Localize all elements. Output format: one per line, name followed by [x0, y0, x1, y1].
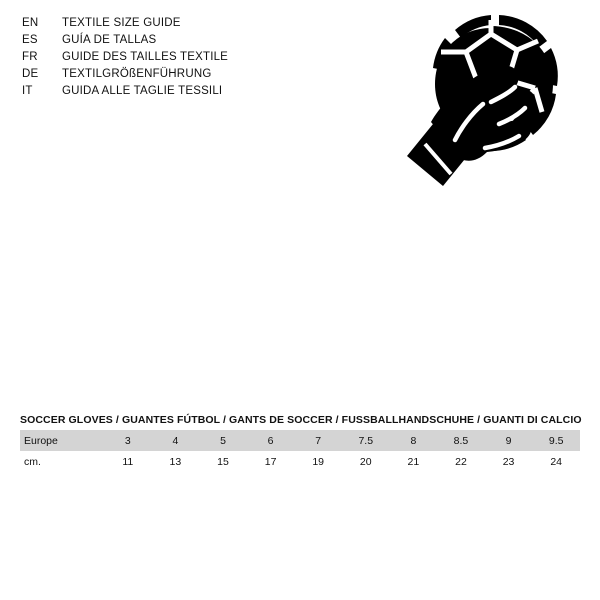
size-table-section [20, 414, 580, 472]
legend-code-en: EN [22, 17, 39, 29]
cell-europe-9: 9.5 [532, 430, 580, 451]
cell-europe-3: 6 [247, 430, 295, 451]
cell-cm-0: 11 [122, 455, 134, 468]
soccer-glove-and-ball-icon [395, 8, 585, 193]
cell-europe-1: 4 [152, 430, 200, 451]
cell-cm-3: 17 [264, 455, 277, 468]
cell-cm-1: 13 [169, 455, 182, 468]
legend-code-it: IT [22, 85, 33, 97]
cell-cm-7: 22 [455, 455, 467, 468]
cell-europe-8: 9 [485, 430, 533, 451]
cell-cm-5: 20 [359, 455, 372, 468]
legend-code-fr: FR [22, 51, 38, 63]
language-legend [22, 16, 228, 99]
size-table [20, 430, 580, 472]
cell-cm-8: 23 [502, 455, 515, 468]
table-row [20, 451, 580, 472]
legend-label-es: GUÍA DE TALLAS [62, 34, 157, 46]
cell-europe-5: 7.5 [342, 430, 390, 451]
legend-code-es: ES [22, 34, 38, 46]
cell-europe-4: 7 [294, 430, 342, 451]
cell-cm-9: 24 [550, 455, 563, 468]
cell-europe-6: 8 [390, 430, 438, 451]
cell-cm-4: 19 [312, 455, 325, 468]
cell-europe-2: 5 [199, 430, 247, 451]
legend-label-fr: GUIDE DES TAILLES TEXTILE [62, 51, 229, 63]
cell-cm-6: 21 [407, 455, 420, 468]
row-header-europe: Europe [20, 430, 104, 451]
row-header-cm: cm. [24, 455, 41, 468]
cell-cm-2: 15 [217, 455, 229, 468]
size-table-title: SOCCER GLOVES / GUANTES FÚTBOL / GANTS DE SOCCER / FUSSBALLHANDSCHUHE / GUANTI DI CALCIO [20, 414, 582, 426]
cell-europe-7: 8.5 [437, 430, 485, 451]
cell-europe-0: 3 [104, 430, 152, 451]
legend-code-de: DE [22, 68, 39, 80]
table-row [20, 430, 580, 451]
legend-label-de: TEXTILGRÖßENFÜHRUNG [62, 68, 212, 80]
legend-label-it: GUIDA ALLE TAGLIE TESSILI [62, 85, 223, 97]
legend-label-en: TEXTILE SIZE GUIDE [62, 17, 181, 29]
